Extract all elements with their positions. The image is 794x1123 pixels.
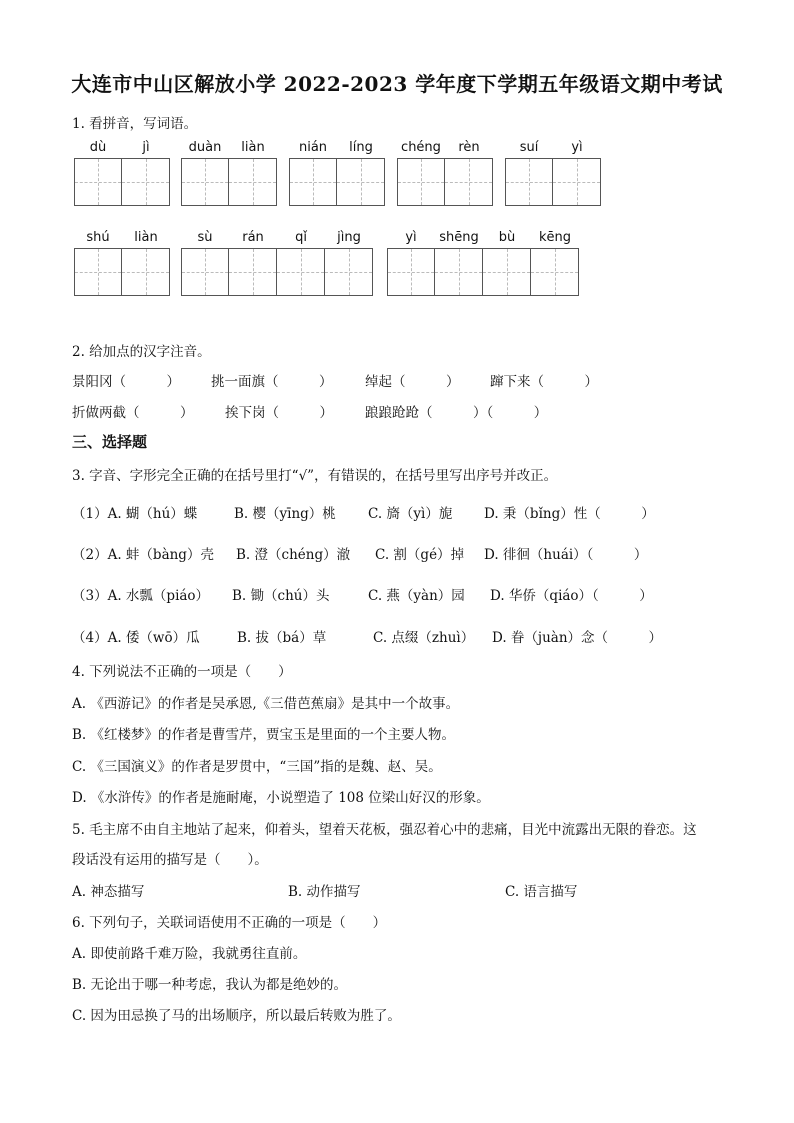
writing-grid[interactable] (74, 248, 170, 296)
q3-option: C. 燕（yàn）园 (368, 588, 465, 604)
q2-item: 踉踉跄跄（ ）（ ） (365, 405, 548, 421)
pinyin: líng (349, 140, 373, 155)
writing-grid[interactable] (505, 158, 601, 206)
writing-grid[interactable] (289, 158, 385, 206)
pinyin: chéng (401, 140, 441, 155)
pinyin: jìng (337, 230, 361, 245)
q3-option: C. 割（gé）掉 (375, 547, 465, 563)
q4-option-a: A. 《西游记》的作者是吴承恩,《三借芭蕉扇》是其中一个故事。 (72, 696, 460, 712)
pinyin: liàn (241, 140, 265, 155)
q3-option: B. 澄（chéng）澈 (236, 547, 351, 563)
q2-item: 景阳冈（ ） (72, 374, 180, 390)
q3-option: B. 拔（bá）草 (237, 630, 327, 646)
q4-prompt: 4. 下列说法不正确的一项是（ ） (72, 664, 292, 680)
pinyin: qǐ (295, 230, 307, 245)
q3-option: D. 徘徊（huái）（ ） (484, 547, 648, 563)
writing-grid[interactable] (397, 158, 493, 206)
q5-option-c: C. 语言描写 (505, 884, 578, 900)
pinyin: shēng (439, 230, 479, 245)
q4-option-d: D. 《水浒传》的作者是施耐庵，小说塑造了 108 位梁山好汉的形象。 (72, 790, 490, 806)
q6-prompt: 6. 下列句子，关联词语使用不正确的一项是（ ） (72, 915, 387, 931)
q3-option: B. 锄（chú）头 (232, 588, 330, 604)
q2-item: 折做两截（ ） (72, 405, 194, 421)
writing-grid[interactable] (181, 158, 277, 206)
q5-option-b: B. 动作描写 (288, 884, 361, 900)
q3-option: D. 秉（bǐng）性（ ） (484, 506, 655, 522)
q4-option-b: B. 《红楼梦》的作者是曹雪芹，贾宝玉是里面的一个主要人物。 (72, 727, 456, 743)
pinyin: yì (571, 140, 583, 155)
q3-prompt: 3. 字音、字形完全正确的在括号里打“√”，有错误的，在括号里写出序号并改正。 (72, 468, 558, 484)
q5-prompt-cont: 段话没有运用的描写是（ ）。 (72, 852, 268, 868)
section-heading: 三、选择题 (72, 433, 148, 451)
pinyin: rèn (458, 140, 480, 155)
q3-option: B. 樱（yīng）桃 (234, 506, 336, 522)
q1-prompt: 1. 看拼音，写词语。 (72, 116, 198, 132)
pinyin: sù (197, 230, 213, 245)
q3-option: C. 旖（yì）旎 (368, 506, 453, 522)
pinyin: nián (298, 140, 328, 155)
pinyin: shú (86, 230, 110, 245)
pinyin: jì (142, 140, 150, 155)
q2-item: 挑一面旗（ ） (211, 374, 333, 390)
q3-option: D. 眷（juàn）念（ ） (492, 630, 663, 646)
pinyin: rán (242, 230, 264, 245)
q2-item: 绰起（ ） (365, 374, 460, 390)
q4-option-c: C. 《三国演义》的作者是罗贯中，“三国”指的是魏、赵、吴。 (72, 759, 442, 775)
q6-option-a: A. 即使前路千难万险，我就勇往直前。 (72, 946, 307, 962)
q2-item: 蹿下来（ ） (490, 374, 598, 390)
pinyin: bù (498, 230, 516, 245)
page-title: 大连市中山区解放小学 2022-2023 学年度下学期五年级语文期中考试 (71, 72, 723, 96)
q3-option: （4）A. 倭（wō）瓜 (72, 630, 200, 646)
q2-prompt: 2. 给加点的汉字注音。 (72, 344, 211, 360)
writing-grid[interactable] (387, 248, 579, 296)
q3-option: （3）A. 水瓢（piáo） (72, 588, 210, 604)
q6-option-c: C. 因为田忌换了马的出场顺序，所以最后转败为胜了。 (72, 1008, 401, 1024)
q5-option-a: A. 神态描写 (72, 884, 145, 900)
q2-item: 挨下岗（ ） (225, 405, 333, 421)
q5-prompt: 5. 毛主席不由自主地站了起来，仰着头，望着天花板，强忍着心中的悲痛，目光中流露出无限的眷恋。这 (72, 822, 697, 838)
pinyin: duàn (188, 140, 222, 155)
q3-option: （1）A. 蝴（hú）蝶 (72, 506, 198, 522)
q3-option: C. 点缀（zhuì） (373, 630, 475, 646)
pinyin: yì (405, 230, 417, 245)
writing-grid[interactable] (181, 248, 373, 296)
q3-option: D. 华侨（qiáo）（ ） (490, 588, 653, 604)
pinyin: liàn (134, 230, 158, 245)
q3-option: （2）A. 蚌（bàng）壳 (72, 547, 214, 563)
pinyin: suí (519, 140, 539, 155)
pinyin: dù (89, 140, 107, 155)
writing-grid[interactable] (74, 158, 170, 206)
pinyin: kēng (538, 230, 572, 245)
q6-option-b: B. 无论出于哪一种考虑，我认为都是绝妙的。 (72, 977, 348, 993)
